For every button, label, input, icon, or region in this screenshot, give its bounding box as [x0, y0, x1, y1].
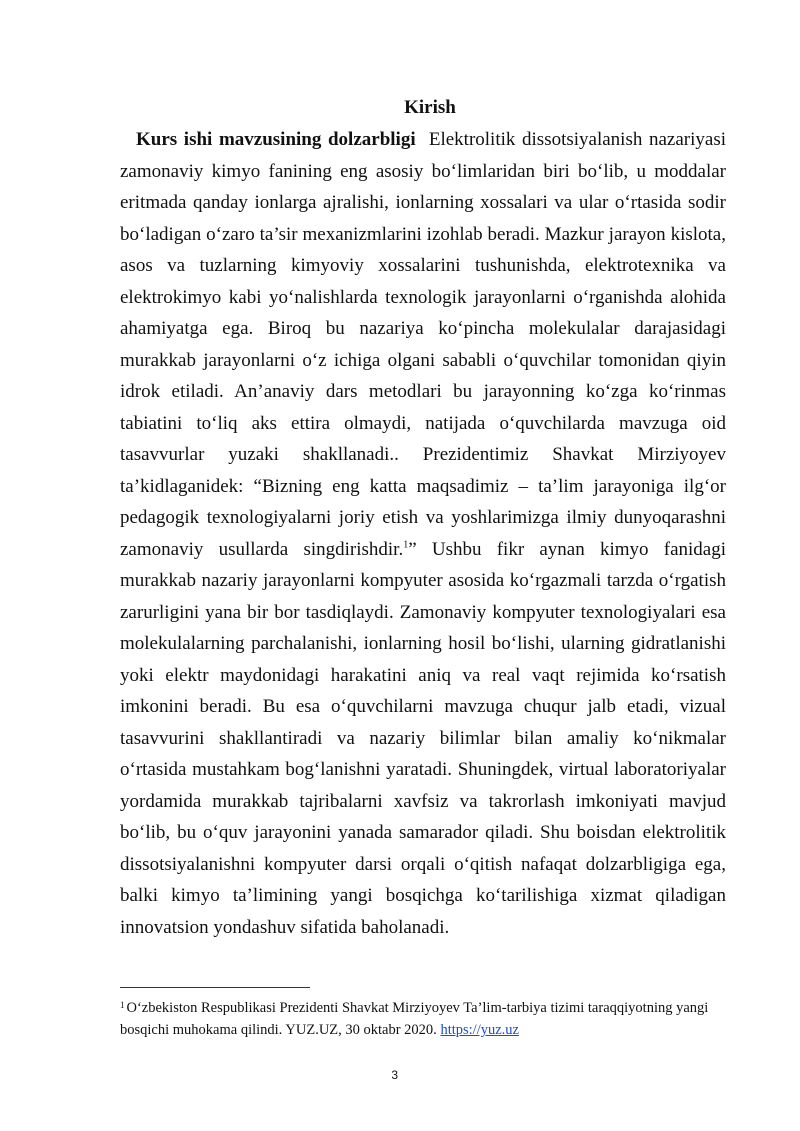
- main-paragraph: [120, 124, 726, 943]
- page-number: 3: [391, 1068, 398, 1082]
- footnote-divider: [120, 987, 310, 988]
- footnote-text: O‘zbekiston Respublikasi Prezidenti Shavkat Mirziyoyev Ta’lim-tarbiya tizimi taraqqiyotning yangi bosqichi muhokama qilindi. YUZ.UZ, 30 oktabr 2020.: [120, 1000, 709, 1038]
- footnote-reference[interactable]: 1: [403, 539, 409, 551]
- footnote-link[interactable]: https://yuz.uz: [440, 1022, 519, 1038]
- footnote-mark: 1: [120, 1000, 125, 1010]
- section-heading: Kirish: [404, 97, 456, 118]
- lead-phrase: Kurs ishi mavzusining dolzarbligi: [136, 129, 416, 150]
- footnote: [120, 994, 726, 1041]
- paragraph-text-part2: ” Ushbu fikr aynan kimyo fanidagi murakkab nazariy jarayonlarni kompyuter asosida ko‘rgazmali tarzda o‘rgatish zarurligini yana bir bor tasdiqlaydi. Zamonaviy kompyuter texnologiyalari esa molekulalarning parchalanishi, ionlarning hosil bo‘lishi, ularning gidratlanishi yoki elektr maydonidagi harakatini aniq va real vaqt rejimida ko‘rsatish imkonini beradi. Bu esa o‘quvchilarni mavzuga chuqur jalb etadi, vizual tasavvurini shakllantiradi va nazariy bilimlar bilan amaliy ko‘nikmalar o‘rtasida mustahkam bog‘lanishni yaratadi. Shuningdek, virtual laboratoriyalar yordamida murakkab tajribalarni xavfsiz va takrorlash imkoniyati mavjud bo‘lib, bu o‘quv jarayonini yanada samarador qiladi. Shu boisdan elektrolitik dissotsiyalanishni kompyuter darsi orqali o‘qitish nafaqat dolzarbligiga ega, balki kimyo ta’limining yangi bosqichga ko‘tarilishiga xizmat qiladigan innovatsion yondashuv sifatida baholanadi.: [120, 538, 727, 938]
- paragraph-text-part1: Elektrolitik dissotsiyalanish nazariyasi zamonaviy kimyo fanining eng asosiy bo‘limlaridan biri bo‘lib, u moddalar eritmada qanday ionlarga ajralishi, ionlarning xossalari va ular o‘rtasida sodir bo‘ladigan o‘zaro ta’sir mexanizmlarini izohlab beradi. Mazkur jarayon kislota, asos va tuzlarning kimyoviy xossalarini tushunishda, elektrotexnika va elektrokimyo kabi yo‘nalishlarda texnologik jarayonlarni o‘rganishda alohida ahamiyatga ega. Biroq bu nazariya ko‘pincha molekulalar darajasidagi murakkab jarayonlarni o‘z ichiga olgani sababli o‘quvchilar tomonidan qiyin idrok etiladi. An’anaviy dars metodlari bu jarayonning ko‘zga ko‘rinmas tabiatini to‘liq aks ettira olmaydi, natijada o‘quvchilarda mavzuga oid tasavvurlar yuzaki shakllanadi.. Prezidentimiz Shavkat Mirziyoyev ta’kidlaganidek: “Bizning eng katta maqsadimiz – ta’lim jarayoniga ilg‘or pedagogik texnologiyalarni joriy etish va yoshlarimizga ilmiy dunyoqarashni zamonaviy usullarda singdirishdir.: [120, 129, 726, 560]
